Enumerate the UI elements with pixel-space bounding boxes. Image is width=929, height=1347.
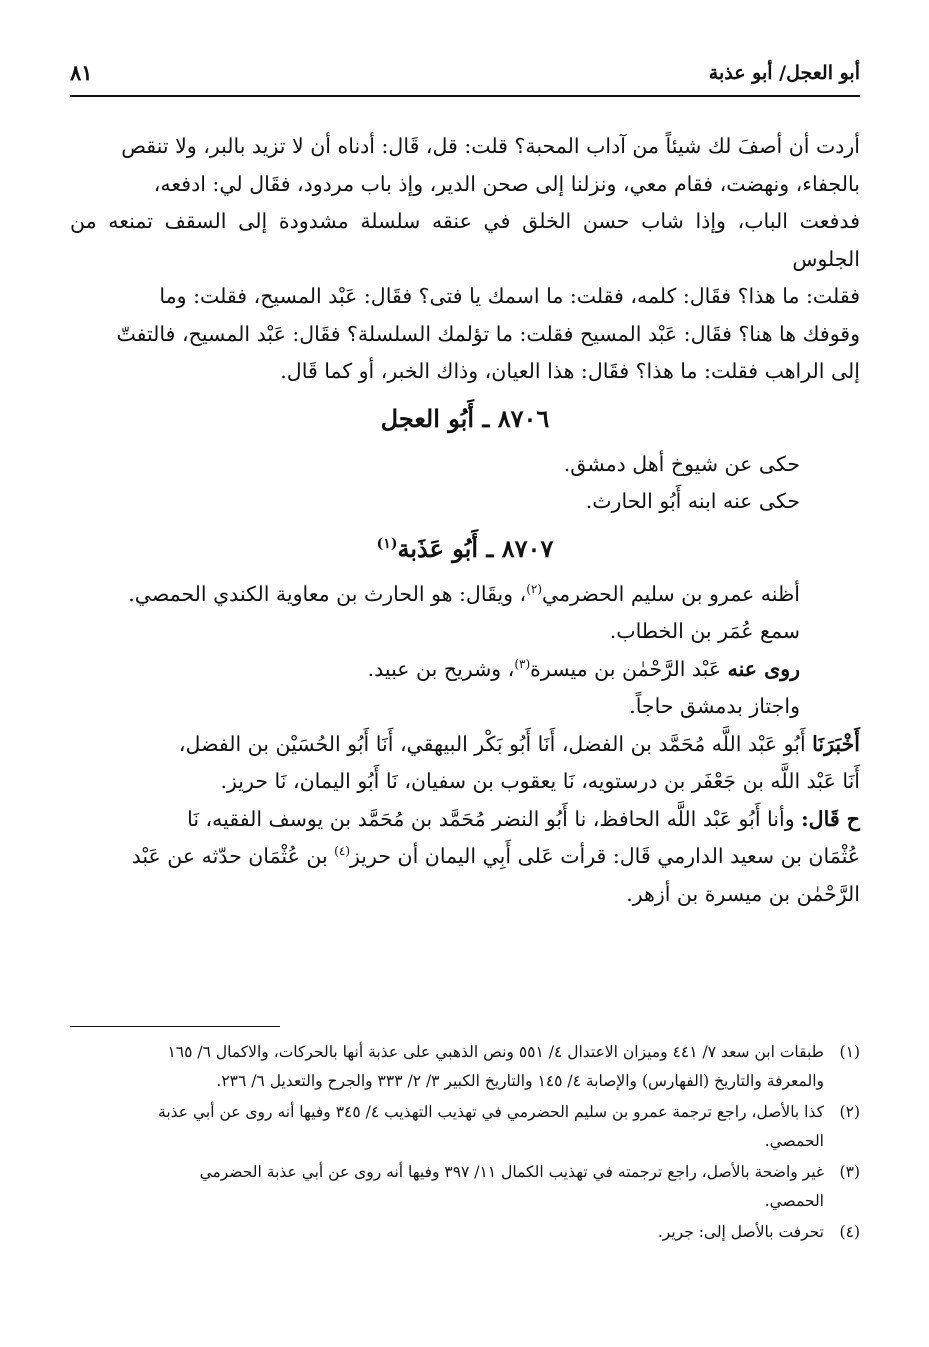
text-line: الرَّحْمٰن بن ميسرة بن أزهر. xyxy=(626,881,860,906)
text-segment: عَبْد الرَّحْمٰن بن ميسرة xyxy=(530,656,728,681)
entry-heading xyxy=(70,521,860,576)
text-line xyxy=(70,801,860,839)
text-segment: ، ويقَال: هو الحارث بن معاوية الكندي الحمصي. xyxy=(128,581,527,606)
footnote-text xyxy=(70,1098,824,1156)
footnote-line: غير واضحة بالأصل، راجع ترجمته في تهذيب الكمال ١١/ ٣٩٧ وفيها أنه روى عن أبي عذبة الحضرمي xyxy=(199,1163,824,1181)
text-line: سمع عُمَر بن الخطاب. xyxy=(609,619,800,643)
footnotes xyxy=(70,1038,860,1249)
footnote-text xyxy=(70,1038,824,1096)
text-line: وقوفك ها هنا؟ فقَال: عَبْد المسيح فقلت: ما تؤلمك السلسلة؟ فقَال: عَبْد المسيح، فالتفتّ xyxy=(116,321,860,346)
main-text xyxy=(70,128,860,913)
footnote-line: والمعرفة والتاريخ (الفهارس) والإصابة ٤/ ١٤٥ والتاريخ الكبير ٣/ ٢/ ٣٣٣ والجرح والتعديل ٦/ ٢٣٦. xyxy=(216,1072,824,1090)
footnote-text xyxy=(70,1158,824,1216)
footnote xyxy=(70,1098,860,1156)
footnote xyxy=(70,1218,860,1247)
footnote xyxy=(70,1158,860,1216)
text-line xyxy=(70,726,860,764)
text-line xyxy=(70,576,860,614)
footnote-line: الحمصي. xyxy=(764,1132,824,1150)
footnote-marker: (٣) xyxy=(514,656,531,671)
entry-heading xyxy=(70,391,860,446)
text-line: إلى الراهب فقلت: ما هذا؟ فقَال: هذا العيان، وذاك الخبر، أو كما قَال. xyxy=(280,359,860,383)
entry-heading-text: ٨٧٠٧ ـ أَبُو عَذَبة xyxy=(397,533,554,563)
text-line xyxy=(70,651,860,689)
text-segment: أظنه عمرو بن سليم الحضرمي xyxy=(542,581,800,606)
footnote-line: الحمصي. xyxy=(764,1192,824,1210)
footnote-number: (٤) xyxy=(839,1223,860,1241)
footnote-marker: (٢) xyxy=(526,581,543,596)
footnote-rule xyxy=(70,1026,280,1027)
text-line: حكى عنه ابنه أَبُو الحارث. xyxy=(585,489,800,513)
text-line: واجتاز بدمشق حاجاً. xyxy=(629,694,800,718)
text-segment: أَبُو عَبْد اللَّه مُحَمَّد بن الفضل، أَنَا أَبُو بَكْر البيهقي، أَنَا أَبُو الحُسَيْن بن الفضل، xyxy=(178,731,813,756)
footnote-line: تحرفت بالأصل إلى: جرير. xyxy=(657,1223,824,1241)
footnote-line: طبقات ابن سعد ٧/ ٤٤١ وميزان الاعتدال ٤/ ٥٥١ ونص الذهبي على عذبة أنها بالحركات، والاكمال ٦/ ١٦٥ xyxy=(167,1043,824,1061)
bold-lead: روى عنه xyxy=(727,656,800,681)
footnote-number: (١) xyxy=(839,1043,860,1061)
text-segment: بن عُثْمَان حدّثه عن عَبْد xyxy=(131,844,335,868)
text-line: فدفعت الباب، وإذا شاب حسن الخلق في عنقه سلسلة مشدودة إلى السقف تمنعه من الجلوس xyxy=(70,209,860,271)
book-page xyxy=(70,60,860,1300)
text-segment: عُثْمَان بن سعيد الدارمي قَال: قرأت عَلى أَبِي اليمان أن حريز xyxy=(350,844,860,868)
text-segment: وأنا أَبُو عَبْد اللَّه الحافظ، نا أَبُو النضر مُحَمَّد بن مُحَمَّد بن يوسف الفقيه، نَا xyxy=(187,806,802,831)
footnote-number: (٣) xyxy=(839,1163,860,1181)
running-head-title: أبو العجل/ أبو عذبة xyxy=(708,62,860,84)
footnote-line: كذا بالأصل، راجع ترجمة عمرو بن سليم الحضرمي في تهذيب التهذيب ٤/ ٣٤٥ وفيها أنه روى عن أبي عذبة xyxy=(158,1103,824,1121)
footnote-marker: (٤) xyxy=(334,844,350,859)
bold-lead: ح قَال: xyxy=(801,806,860,831)
text-line: أَنَا عَبْد اللَّه بن جَعْفَر بن درستويه، نَا يعقوب بن سفيان، نَا أَبُو اليمان، نَا حريز. xyxy=(220,769,860,793)
text-line xyxy=(70,838,860,876)
header-rule xyxy=(70,95,860,97)
bold-lead: أَخْبَرَنَا xyxy=(812,731,860,756)
footnote-marker: (١) xyxy=(376,535,398,552)
footnote-number: (٢) xyxy=(839,1103,860,1121)
running-head xyxy=(70,60,860,94)
text-line: فقلت: ما هذا؟ فقَال: كلمه، فقلت: ما اسمك يا فتى؟ فقَال: عَبْد المسيح، فقلت: وما xyxy=(159,284,860,308)
text-line: حكى عن شيوخ أهل دمشق. xyxy=(563,451,800,476)
footnote xyxy=(70,1038,860,1096)
footnote-text xyxy=(70,1218,824,1247)
text-line: أردت أن أصفَ لك شيئاً من آداب المحبة؟ قلت: قل، قَال: أدناه أن لا تزيد بالبر، ولا تنقص xyxy=(121,134,860,158)
text-line: بالجفاء، ونهضت، فقام معي، ونزلنا إلى صحن الدير، وإذ باب مردود، فقَال لي: ادفعه، xyxy=(153,171,860,196)
page-number: ٨١ xyxy=(70,60,93,85)
entry-heading-text: ٨٧٠٦ ـ أَبُو العجل xyxy=(380,403,550,433)
text-segment: ، وشريح بن عبيد. xyxy=(367,656,515,681)
